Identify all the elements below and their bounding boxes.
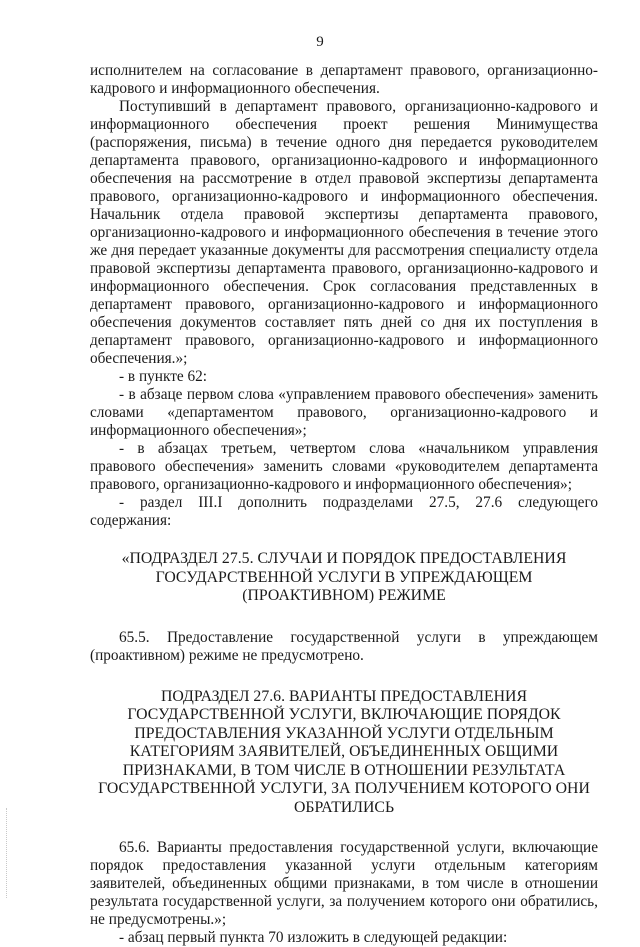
paragraph-65-6: 65.6. Варианты предоставления государственной услуги, включающие порядок предоставления указанной услуги отдельным категориям заявителей, объединенных общими признаками, в том числе в отношении результата государственной услуги, за получением которого они обратились, не предусмотрены.»; [90,839,598,928]
paragraph-65-5: 65.5. Предоставление государственной услуги в упреждающем (проактивном) режиме не предусмотрено. [90,628,598,664]
subsection-heading-27-5: «ПОДРАЗДЕЛ 27.5. СЛУЧАИ И ПОРЯДОК ПРЕДОСТАВЛЕНИЯ ГОСУДАРСТВЕННОЙ УСЛУГИ В УПРЕЖДАЮЩЕМ (ПРОАКТИВНОМ) РЕЖИМЕ [121,550,567,604]
paragraph-approval-procedure: Поступивший в департамент правового, организационно-кадрового и информационного обеспечения проект решения Минимущества (распоряжения, письма) в течение одного дня передается руководителем департамента правового, организационно-кадрового и информационного обеспечения на рассмотрение в отдел правовой экспертизы департамента правового, организационно-кадрового и информационного обеспечения. Начальник отдела правовой экспертизы департамента правового, организационно-кадрового и информационного обеспечения в течение этого же дня передает указанные документы для рассмотрения специалисту отдела правовой экспертизы департамента правового, организационно-кадрового и информационного обеспечения. Срок согласования представленных в департамент правового, организационно-кадрового и информационного обеспечения документов составляет пять дней со дня их поступления в департамент правового, организационно-кадрового и информационного обеспечения.»; [90,98,598,367]
document-body [90,62,598,947]
amendment-item-point-62: - в пункте 62: [119,368,208,385]
amendment-item-first-paragraph: - в абзаце первом слова «управлением правового обеспечения» заменить словами «департаментом правового, организационно-кадрового и информационного обеспечения»; [90,386,598,439]
scan-margin-mark [6,808,13,898]
amendment-item-section-addition: - раздел III.I дополнить подразделами 27.5, 27.6 следующего содержания: [90,494,598,529]
amendment-item-point-70: - абзац первый пункта 70 изложить в следующей редакции: [119,929,508,946]
page-number: 9 [316,34,324,50]
subsection-heading-27-6: ПОДРАЗДЕЛ 27.6. ВАРИАНТЫ ПРЕДОСТАВЛЕНИЯ ГОСУДАРСТВЕННОЙ УСЛУГИ, ВКЛЮЧАЮЩИЕ ПОРЯДОК ПРЕДОСТАВЛЕНИЯ УКАЗАННОЙ УСЛУГИ ОТДЕЛЬНЫМ КАТЕГОРИЯМ ЗАЯВИТЕЛЕЙ, ОБЪЕДИНЕННЫХ ОБЩИМИ ПРИЗНАКАМИ, В ТОМ ЧИСЛЕ В ОТНОШЕНИИ РЕЗУЛЬТАТА ГОСУДАРСТВЕННОЙ УСЛУГИ, ЗА ПОЛУЧЕНИЕМ КОТОРОГО ОНИ ОБРАТИЛИСЬ [98,687,590,816]
paragraph-continuation: исполнителем на согласование в департамент правового, организационно-кадрового и информационного обеспечения. [90,62,598,97]
amendment-item-third-fourth-paragraphs: - в абзацах третьем, четвертом слова «начальником управления правового обеспечения» заменить словами «руководителем департамента правового, организационно-кадрового и информационного обеспечения»; [90,440,598,493]
